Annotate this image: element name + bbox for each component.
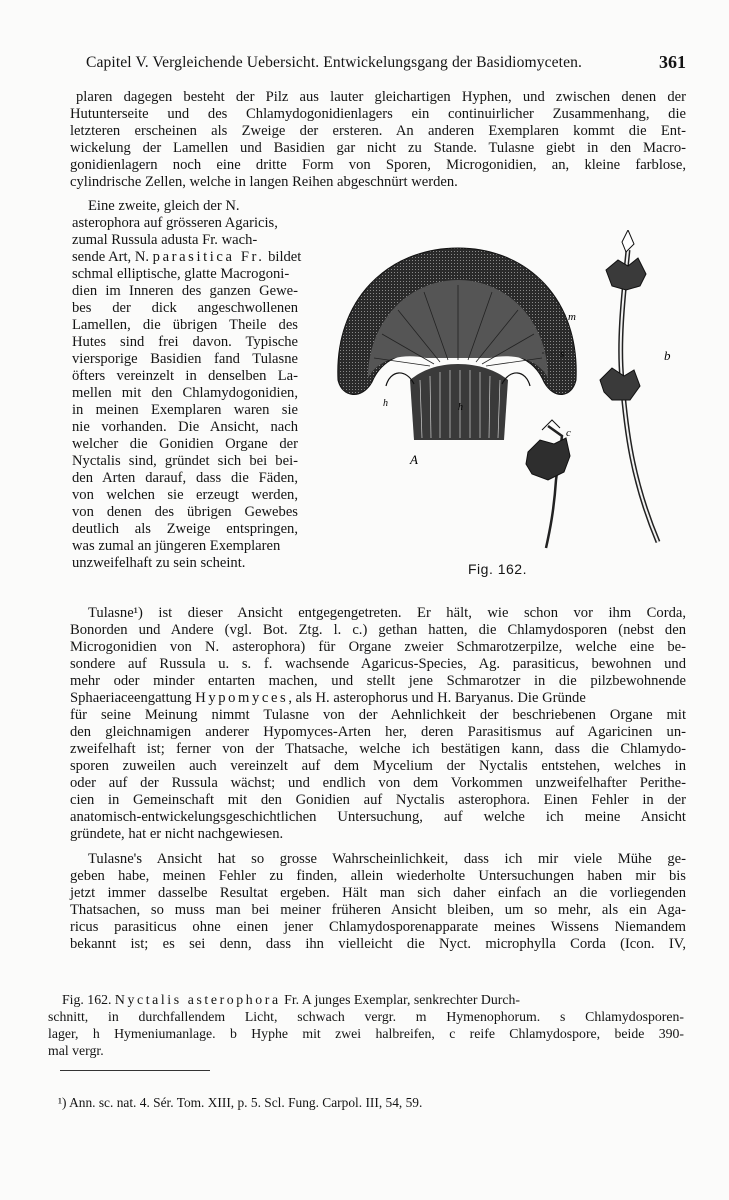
hypha-drawing-b <box>600 230 658 542</box>
figure-letter-m: m <box>568 311 576 323</box>
text-line: asterophora auf grösseren Agaricis, <box>72 215 278 231</box>
text-line: Tulasne's Ansicht hat so grosse Wahrscheinlichkeit, dass ich mir viele Mühe ge- <box>88 851 686 867</box>
running-header <box>58 50 698 78</box>
text-line: in meinen Exemplaren waren sie <box>72 402 298 418</box>
figure-caption-line: schnitt, in durchfallendem Licht, schwach vergr. m Hymenophorum. s Chlamydosporen- <box>48 1009 684 1024</box>
text-line: cien in Gemeinschaft mit den Gonidien auf Nyctalis asterophora. Einen Fehler in der <box>70 792 686 808</box>
text-line: geben habe, meinen Fehler zu finden, allein wiederholte Untersuchungen haben mir bis <box>70 868 686 884</box>
figure-caption-line: mal vergr. <box>48 1043 104 1058</box>
text-line: für seine Meinung nimmt Tulasne von der Aehnlichkeit der beschriebenen Organe mit <box>70 707 686 723</box>
text-line: Eine zweite, gleich der N. <box>88 198 240 214</box>
text-line: anatomisch-entwickelungsgeschichtlichen Untersuchung, auf welche ich meine Ansicht <box>70 809 686 825</box>
figure-letter-a: A <box>410 452 418 467</box>
text-line: den gleichnamigen anderer Hypomyces-Arten her, deren Parasitismus auf Agaricinen un- <box>70 724 686 740</box>
footnote-divider <box>60 1070 210 1071</box>
text-line: unzweifelhaft zu sein scheint. <box>72 555 246 571</box>
caption-species: Nyctalis asterophora <box>114 992 281 1007</box>
text-line: dien im Inneren des ganzen Gewe- <box>72 283 298 299</box>
figure-letter-h: h <box>383 398 388 409</box>
genus-name: Hypomyces <box>195 690 289 706</box>
text-line: Hutes sind frei davon. Typische <box>72 334 298 350</box>
text-line: den Arten darauf, dass die Fäden, <box>72 470 298 486</box>
page-number: 361 <box>659 52 686 72</box>
text-line: was zumal an jüngeren Exemplaren <box>72 538 281 554</box>
text-line: bekannt ist; es sei denn, dass ihn vielleicht die Nyct. microphylla Corda (Icon. IV, <box>70 936 686 952</box>
text-line: ricus parasiticus ohne einen jener Chlamydosporenapparate meines Wissens Niemandem <box>70 919 686 935</box>
text-line: welcher die Gonidien Organe der <box>72 436 298 452</box>
text-line: zweifelhaft ist; ferner von der Thatsache, welche ich bestätigen kann, dass die Chlamydo- <box>70 741 686 757</box>
text-line: Lamellen, die übrigen Theile des <box>72 317 298 333</box>
text-line: zumal Russula adusta Fr. wach- <box>72 232 258 248</box>
figure-letter-c: c <box>566 427 571 439</box>
chlamydospore-drawing-c <box>526 420 570 548</box>
footnote: ¹) Ann. sc. nat. 4. Sér. Tom. XIII, p. 5. Scl. Fung. Carpol. III, 54, 59. <box>58 1095 423 1110</box>
text-fragment: , als H. asterophorus und H. Baryanus. Die Gründe <box>288 690 586 706</box>
text-line: Hutunterseite und des Chlamydogonidienlagers ein continuirlicher Zusammenhang, die <box>70 106 686 122</box>
figure-letter-h: h <box>458 402 463 413</box>
text-line: jetzt immer dasselbe Resultat ergeben. Hält man sich daher einfach an die vorliegenden <box>70 885 686 901</box>
text-line: Microgonidien von N. asterophora) für Organe zweier Schmarotzerpilze, welche eine be- <box>70 639 686 655</box>
figure-caption-line <box>62 992 684 1008</box>
figure-letter-s: s <box>560 348 565 360</box>
text-fragment: Sphaeriaceengattung <box>70 690 192 706</box>
text-line: deutlich als Zweige entspringen, <box>72 521 298 537</box>
text-line: letzteren erscheinen als Zweige der ersteren. An anderen Exemplaren kommt die Ent- <box>70 123 686 139</box>
text-line: öfters vereinzelt in denselben La- <box>72 368 298 384</box>
text-line: cylindrische Zellen, welche in langen Reihen abgeschnürt werden. <box>70 174 458 190</box>
text-line: plaren dagegen besteht der Pilz aus lauter gleichartigen Hyphen, und zwischen denen der <box>76 89 686 105</box>
caption-fig-ref: Fig. 162. <box>62 992 112 1007</box>
text-line: viersporige Basidien fand Tulasne <box>72 351 298 367</box>
text-line: von welchen sie erzeugt werden, <box>72 487 298 503</box>
text-line: schmal elliptische, glatte Macrogoni- <box>72 266 290 282</box>
text-fragment: sende Art, N. <box>72 249 150 265</box>
section-drawing-a <box>338 248 576 440</box>
figure-162 <box>328 230 720 560</box>
text-line: sporen zuweilen auch vereinzelt auf dem Mycelium der Nyctalis entstehen, welches in <box>70 758 686 774</box>
text-line: Thatsachen, so muss man bei meiner früheren Ansicht bleiben, um so mehr, als ein Aga- <box>70 902 686 918</box>
text-line: sondere auf Russula u. s. f. wachsende Agaricus-Species, Ag. parasiticus, bewohnen und <box>70 656 686 672</box>
text-line <box>72 249 301 266</box>
text-line: Tulasne¹) ist dieser Ansicht entgegengetreten. Er hält, wie schon vor ihm Corda, <box>88 605 686 621</box>
text-line: gonidienlagern noch eine dritte Form von Sporen, Microgonidien, an, kleine farblose, <box>70 157 686 173</box>
text-line: Nyctalis sind, gründet sich bei bei- <box>72 453 298 469</box>
figure-label: Fig. 162. <box>468 561 527 577</box>
running-title: Capitel V. Vergleichende Uebersicht. Entwickelungsgang der Basidiomyceten. <box>86 54 583 71</box>
text-line: bes der dick angeschwollenen <box>72 300 298 316</box>
text-line: von denen des übrigen Gewebes <box>72 504 298 520</box>
text-line: gründete, hat er nicht nachgewiesen. <box>70 826 284 842</box>
text-line: nie vorhanden. Die Ansicht, nach <box>72 419 298 435</box>
caption-text: Fr. A junges Exemplar, senkrechter Durch- <box>284 992 521 1007</box>
text-line: mellen mit den Chlamydogonidien, <box>72 385 298 401</box>
text-fragment: bildet <box>268 249 302 265</box>
figure-letter-b: b <box>664 348 671 363</box>
species-name: parasitica Fr. <box>152 249 265 265</box>
text-line: wickelung der Lamellen und Basidien gar nicht zu Stande. Tulasne giebt in den Macro- <box>70 140 686 156</box>
text-line: oder auf der Russula wächst; und endlich von dem Vorkommen unzweifelhafter Perithe- <box>70 775 686 791</box>
text-line <box>70 690 686 707</box>
figure-caption-line: lager, h Hymeniumanlage. b Hyphe mit zwei halbreifen, c reife Chlamydospore, beide 390- <box>48 1026 684 1041</box>
text-line: Bonorden und Andere (vgl. Bot. Ztg. l. c.) gethan hatten, die Chlamydosporen (nebst den <box>70 622 686 638</box>
text-line: mehr oder minder entarten machen, und stellt jene Schmarotzer in die pilzbewohnende <box>70 673 686 689</box>
